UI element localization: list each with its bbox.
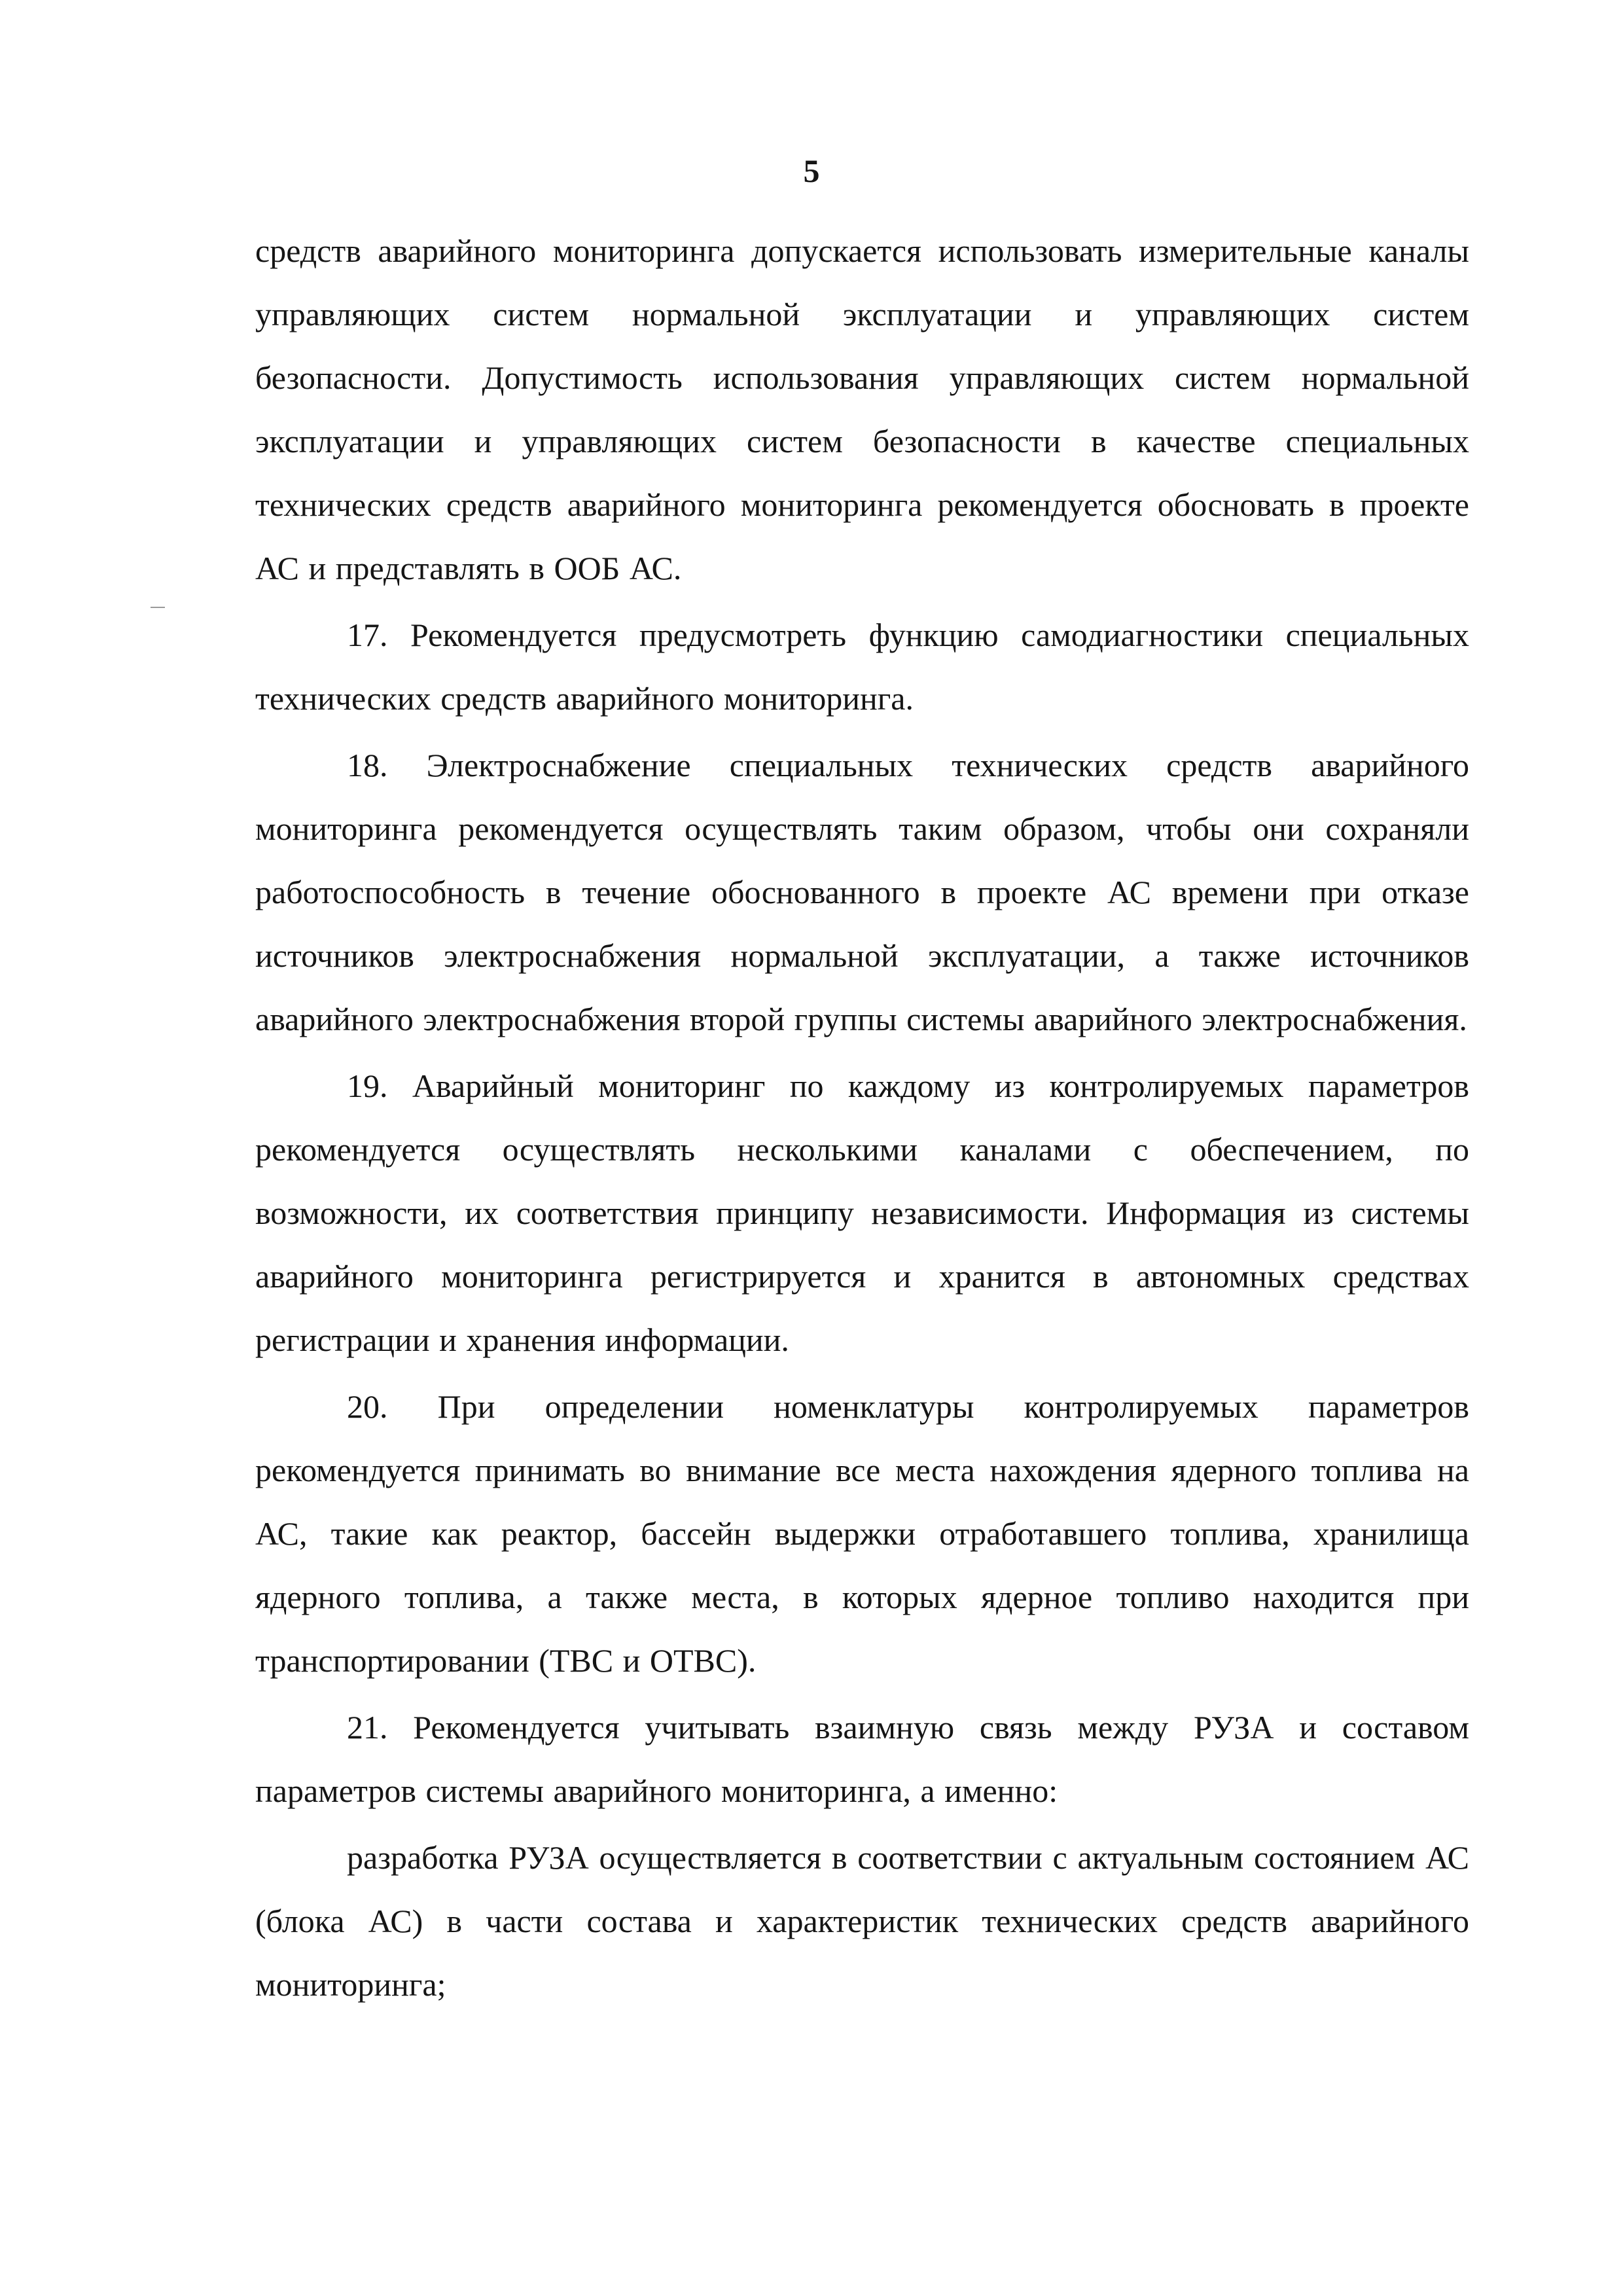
document-body	[255, 219, 1469, 2017]
paragraph-19: 19. Аварийный мониторинг по каждому из контролируемых параметров рекомендуется осуществлять несколькими каналами с обеспечением, по возможности, их соответствия принципу независимости. Информация из системы аварийного мониторинга регистрируется и хранится в автономных средствах регистрации и хранения информации.	[255, 1067, 1469, 1358]
paragraph-continuation: средств аварийного мониторинга допускается использовать измерительные каналы управляющих систем нормальной эксплуатации и управляющих систем безопасности. Допустимость использования управляющих систем нормальной эксплуатации и управляющих систем безопасности в качестве специальных технических средств аварийного мониторинга рекомендуется обосновать в проекте АС и представлять в ООБ АС.	[255, 232, 1469, 586]
paragraph-21-item: разработка РУЗА осуществляется в соответствии с актуальным состоянием АС (блока АС) в части состава и характеристик технических средств аварийного мониторинга;	[255, 1839, 1469, 2003]
paragraph-18: 18. Электроснабжение специальных технических средств аварийного мониторинга рекомендуется осуществлять таким образом, чтобы они сохраняли работоспособность в течение обоснованного в проекте АС времени при отказе источников электроснабжения нормальной эксплуатации, а также источников аварийного электроснабжения второй группы системы аварийного электроснабжения.	[255, 747, 1469, 1037]
page-number: 5	[803, 152, 820, 189]
paragraph-21: 21. Рекомендуется учитывать взаимную связь между РУЗА и составом параметров системы аварийного мониторинга, а именно:	[255, 1709, 1469, 1809]
paragraph-20: 20. При определении номенклатуры контролируемых параметров рекомендуется принимать во внимание все места нахождения ядерного топлива на АС, такие как реактор, бассейн выдержки отработавшего топлива, хранилища ядерного топлива, а также места, в которых ядерное топливо находится при транспортировании (ТВС и ОТВС).	[255, 1388, 1469, 1679]
paragraph-17: 17. Рекомендуется предусмотреть функцию самодиагностики специальных технических средств аварийного мониторинга.	[255, 617, 1469, 717]
scan-mark	[151, 607, 165, 608]
